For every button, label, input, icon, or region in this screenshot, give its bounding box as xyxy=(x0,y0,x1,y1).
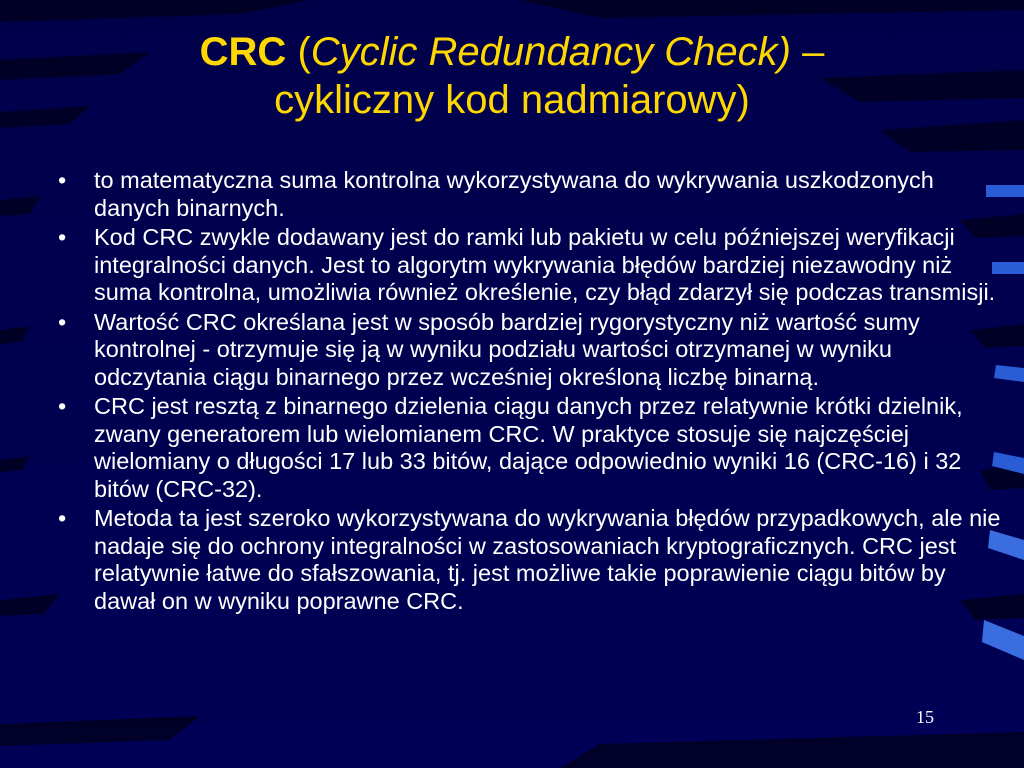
bullet-icon: • xyxy=(58,167,67,193)
bullet-item xyxy=(58,224,1003,307)
bullet-text: Metoda ta jest szeroko wykorzystywana do wykrywania błędów przypadkowych, ale nie nadaje się do ochrony integralności w zastosowaniach kryptograficznych. CRC jest relatywnie łatwe do sfałszowania, tj. jest możliwe takie poprawienie ciągu bitów by dawał on w wyniku poprawne CRC. xyxy=(94,505,1001,614)
bullet-text: CRC jest resztą z binarnego dzielenia ciągu danych przez relatywnie krótki dzielnik, zwany generatorem lub wielomianem CRC. W praktyce stosuje się najczęściej wielomiany o długości 17 lub 33 bitów, dające odpowiednio wyniki 16 (CRC-16) i 32 bitów (CRC-32). xyxy=(94,393,963,502)
title-open-paren: ( xyxy=(286,30,311,74)
bullet-item xyxy=(58,309,1003,392)
bullet-list xyxy=(58,167,1003,617)
bullet-icon: • xyxy=(58,393,67,419)
title-abbreviation: CRC xyxy=(199,30,287,74)
bullet-text: Wartość CRC określana jest w sposób bardziej rygorystyczny niż wartość sumy kontrolnej - otrzymuje się ją w wyniku podziału wartości otrzymanej w wyniku odczytania ciągu binarnego przez wcześniej określoną liczbę binarną. xyxy=(94,308,920,390)
bullet-icon: • xyxy=(58,308,67,335)
bullet-text: Kod CRC zwykle dodawany jest do ramki lub pakietu w celu późniejszej weryfikacji integralności danych. Jest to algorytm wykrywania błędów bardziej niezawodny niż suma kontrolna, umożliwia również określenie, czy błąd zdarzył się podczas transmisji. xyxy=(94,224,996,305)
title-polish-name: cykliczny kod nadmiarowy) xyxy=(274,78,750,122)
bullet-item xyxy=(58,505,1003,615)
bullet-text: to matematyczna suma kontrolna wykorzystywana do wykrywania uszkodzonych danych binarnych. xyxy=(94,167,934,221)
bullet-item xyxy=(58,167,1003,222)
bullet-item xyxy=(58,393,1003,503)
title-english-name: Cyclic Redundancy Check) xyxy=(310,30,791,74)
title-dash: – xyxy=(790,30,825,74)
bullet-icon: • xyxy=(58,505,67,531)
bullet-icon: • xyxy=(58,224,67,250)
slide-title xyxy=(60,28,964,124)
page-number: 15 xyxy=(916,707,934,727)
